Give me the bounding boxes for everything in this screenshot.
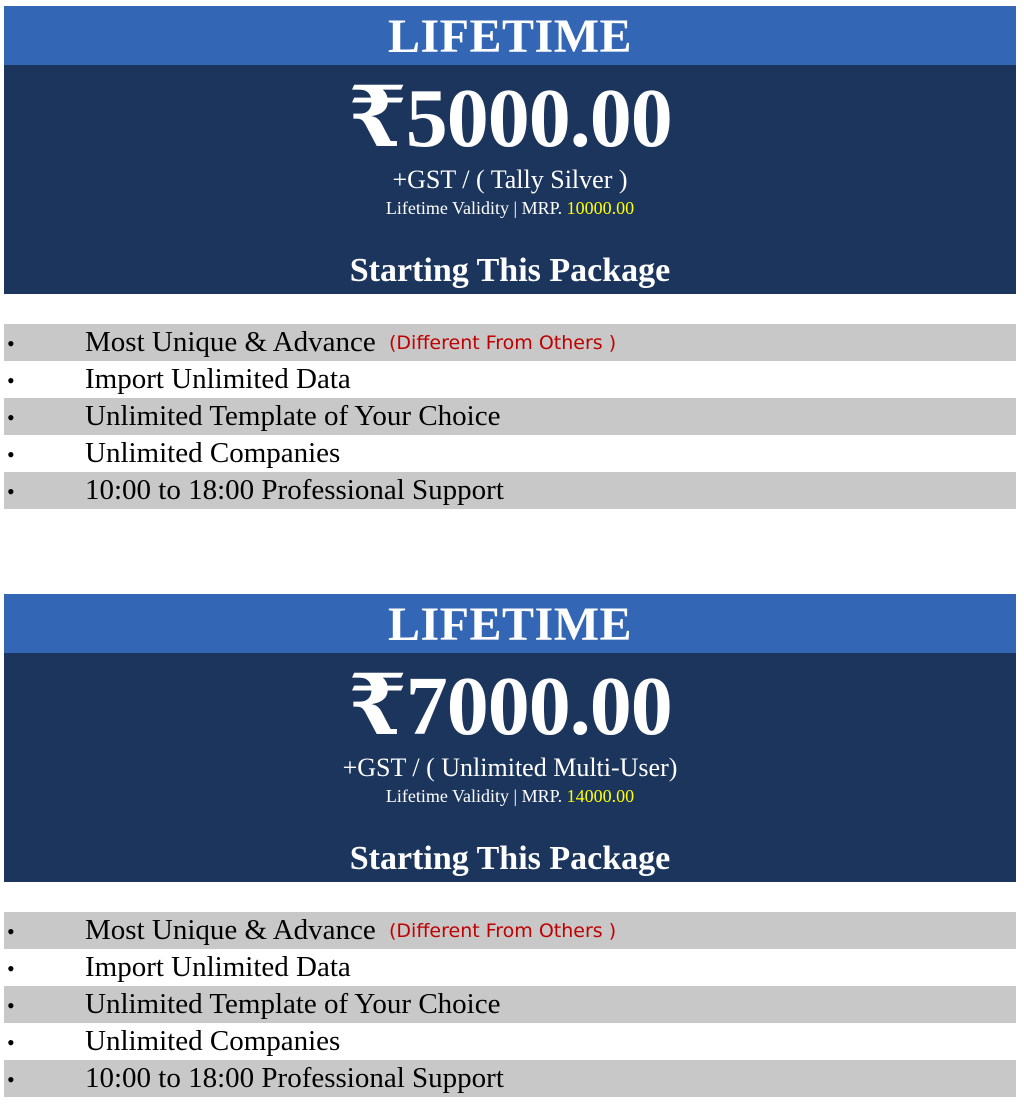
mrp-value: 10000.00 bbox=[566, 198, 635, 218]
feature-label: Unlimited Template of Your Choice bbox=[85, 400, 501, 432]
start-package-link[interactable]: Starting This Package bbox=[349, 252, 671, 289]
feature-label: Most Unique & Advance bbox=[85, 326, 376, 358]
bullet-icon: • bbox=[7, 1067, 15, 1092]
feature-list bbox=[4, 912, 1016, 1097]
feature-list bbox=[4, 324, 1016, 509]
feature-label: Unlimited Template of Your Choice bbox=[85, 988, 501, 1020]
feature-item bbox=[4, 1060, 1016, 1097]
bullet-icon: • bbox=[7, 1030, 15, 1055]
package-price: ₹5000.00 bbox=[348, 72, 672, 165]
feature-item bbox=[4, 435, 1016, 472]
package-subtitle: +GST / ( Unlimited Multi-User) bbox=[342, 753, 678, 782]
package-period-header: LIFETIME bbox=[4, 594, 1016, 653]
feature-item bbox=[4, 324, 1016, 361]
feature-item bbox=[4, 986, 1016, 1023]
pricing-package-silver bbox=[4, 6, 1016, 506]
feature-note: (Different From Others ) bbox=[389, 332, 617, 354]
validity-label: Lifetime Validity | MRP. bbox=[385, 786, 563, 806]
feature-item bbox=[4, 1023, 1016, 1060]
package-price: ₹7000.00 bbox=[348, 660, 672, 753]
package-validity bbox=[4, 785, 1016, 807]
feature-item bbox=[4, 398, 1016, 435]
feature-label: Unlimited Companies bbox=[85, 1025, 341, 1057]
bullet-icon: • bbox=[7, 479, 15, 504]
feature-item bbox=[4, 472, 1016, 509]
validity-label: Lifetime Validity | MRP. bbox=[385, 198, 563, 218]
package-validity bbox=[4, 197, 1016, 219]
feature-note: (Different From Others ) bbox=[389, 920, 617, 942]
feature-item bbox=[4, 361, 1016, 398]
package-price-panel bbox=[4, 65, 1016, 294]
bullet-icon: • bbox=[7, 993, 15, 1018]
start-package-link[interactable]: Starting This Package bbox=[349, 840, 671, 877]
bullet-icon: • bbox=[7, 331, 15, 356]
feature-label: Most Unique & Advance bbox=[85, 914, 376, 946]
feature-label: 10:00 to 18:00 Professional Support bbox=[85, 1062, 504, 1094]
feature-label: 10:00 to 18:00 Professional Support bbox=[85, 474, 504, 506]
feature-item bbox=[4, 912, 1016, 949]
package-price-panel bbox=[4, 653, 1016, 882]
bullet-icon: • bbox=[7, 956, 15, 981]
mrp-value: 14000.00 bbox=[566, 786, 635, 806]
feature-item bbox=[4, 949, 1016, 986]
feature-label: Import Unlimited Data bbox=[85, 951, 351, 983]
pricing-package-multi-user bbox=[4, 594, 1016, 1094]
package-period-header: LIFETIME bbox=[4, 6, 1016, 65]
feature-label: Unlimited Companies bbox=[85, 437, 341, 469]
bullet-icon: • bbox=[7, 368, 15, 393]
package-subtitle: +GST / ( Tally Silver ) bbox=[392, 165, 628, 194]
bullet-icon: • bbox=[7, 919, 15, 944]
bullet-icon: • bbox=[7, 442, 15, 467]
feature-label: Import Unlimited Data bbox=[85, 363, 351, 395]
bullet-icon: • bbox=[7, 405, 15, 430]
